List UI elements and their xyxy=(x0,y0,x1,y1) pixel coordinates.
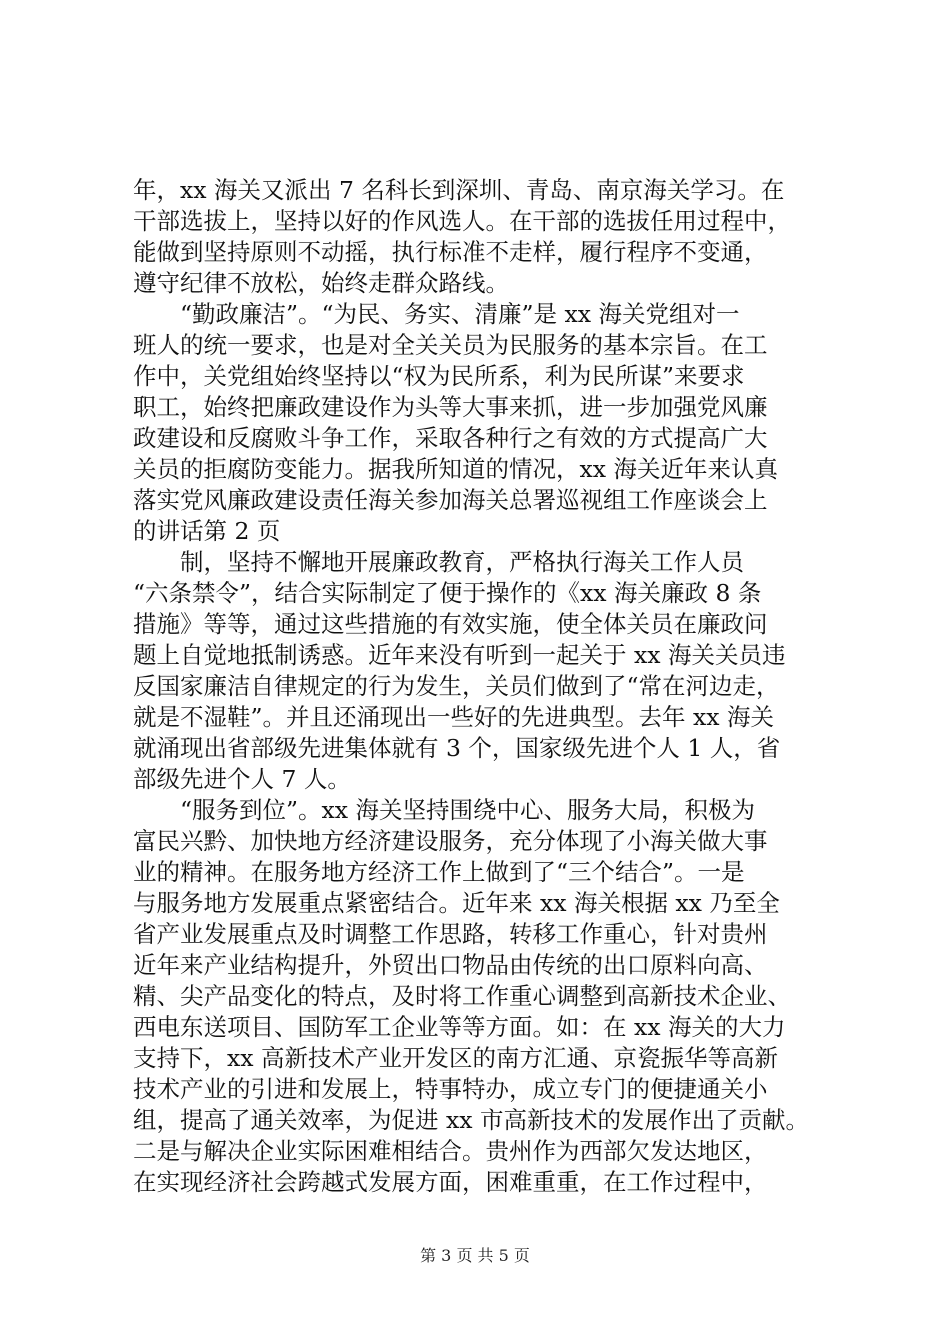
document-body xyxy=(133,175,833,1198)
text-line: 二是与解决企业实际困难相结合。贵州作为西部欠发达地区， xyxy=(133,1137,768,1165)
text-line: 关员的拒腐防变能力。据我所知道的情况，xx 海关近年来认真 xyxy=(133,455,778,483)
text-line: 年，xx 海关又派出 7 名科长到深圳、青岛、南京海关学习。在 xyxy=(133,176,785,204)
text-line: “服务到位”。xx 海关坚持围绕中心、服务大局，积极为 xyxy=(133,796,756,824)
text-line: 业的精神。在服务地方经济工作上做到了“三个结合”。一是 xyxy=(133,858,745,886)
text-line: 班人的统一要求，也是对全关关员为民服务的基本宗旨。在工 xyxy=(133,331,768,359)
text-line: 作中，关党组始终坚持以“权为民所系，利为民所谋”来要求 xyxy=(133,362,745,390)
text-line: 支持下，xx 高新技术产业开发区的南方汇通、京瓷振华等高新 xyxy=(133,1044,778,1072)
text-line: 部级先进个人 7 人。 xyxy=(133,765,351,793)
text-line: 反国家廉洁自律规定的行为发生，关员们做到了“常在河边走， xyxy=(133,672,780,700)
text-line: 就涌现出省部级先进集体就有 3 个，国家级先进个人 1 人，省 xyxy=(133,734,781,762)
text-line: “六条禁令”，结合实际制定了便于操作的《xx 海关廉政 8 条 xyxy=(133,579,762,607)
text-line: 富民兴黔、加快地方经济建设服务，充分体现了小海关做大事 xyxy=(133,827,768,855)
text-line: 落实党风廉政建设责任海关参加海关总署巡视组工作座谈会上 xyxy=(133,486,768,514)
text-line: 制，坚持不懈地开展廉政教育，严格执行海关工作人员 xyxy=(133,548,744,576)
text-line: 西电东送项目、国防军工企业等等方面。如：在 xx 海关的大力 xyxy=(133,1013,786,1041)
text-line: 题上自觉地抵制诱惑。近年来没有听到一起关于 xx 海关关员违 xyxy=(133,641,786,669)
text-line: 近年来产业结构提升，外贸出口物品由传统的出口原料向高、 xyxy=(133,951,768,979)
page-footer: 第 3 页 共 5 页 xyxy=(420,1246,530,1265)
text-line: 在实现经济社会跨越式发展方面，困难重重，在工作过程中， xyxy=(133,1168,768,1196)
text-line: 政建设和反腐败斗争工作，采取各种行之有效的方式提高广大 xyxy=(133,424,768,452)
text-line: 职工，始终把廉政建设作为头等大事来抓，进一步加强党风廉 xyxy=(133,393,768,421)
text-line: 精、尖产品变化的特点，及时将工作重心调整到高新技术企业、 xyxy=(133,982,791,1010)
text-line: 技术产业的引进和发展上，特事特办，成立专门的便捷通关小 xyxy=(133,1075,768,1103)
text-line: 遵守纪律不放松，始终走群众路线。 xyxy=(133,269,509,297)
text-line: 省产业发展重点及时调整工作思路，转移工作重心，针对贵州 xyxy=(133,920,768,948)
text-line: 干部选拔上，坚持以好的作风选人。在干部的选拔任用过程中， xyxy=(133,207,791,235)
text-line: 组，提高了通关效率，为促进 xx 市高新技术的发展作出了贡献。 xyxy=(133,1106,809,1134)
text-line: 能做到坚持原则不动摇，执行标准不走样，履行程序不变通， xyxy=(133,238,768,266)
text-line: 就是不湿鞋”。并且还涌现出一些好的先进典型。去年 xx 海关 xyxy=(133,703,774,731)
text-line: 与服务地方发展重点紧密结合。近年来 xx 海关根据 xx 乃至全 xyxy=(133,889,780,917)
text-line: “勤政廉洁”。“为民、务实、清廉”是 xx 海关党组对一 xyxy=(133,300,740,328)
text-line: 措施》等等，通过这些措施的有效实施，使全体关员在廉政问 xyxy=(133,610,768,638)
text-line: 的讲话第 2 页 xyxy=(133,517,281,545)
